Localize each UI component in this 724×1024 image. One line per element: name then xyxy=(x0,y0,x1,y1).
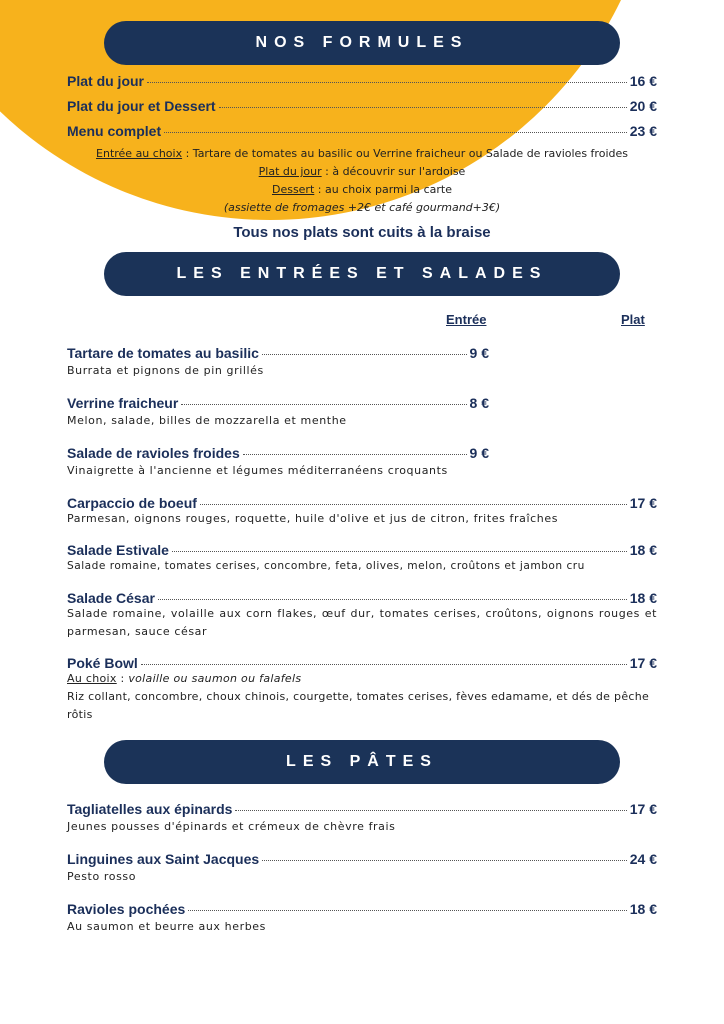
item-description: Riz collant, concombre, choux chinois, courgette, tomates cerises, fèves edamame, et dés de pêche rôtis xyxy=(67,690,650,721)
formule-detail-entree xyxy=(60,147,664,160)
item-description: Vinaigrette à l'ancienne et légumes méditerranéens croquants xyxy=(67,464,448,477)
formule-detail-dessert xyxy=(60,183,664,196)
item-price: 18 € xyxy=(629,542,657,558)
menu-item-ravioles-pochees xyxy=(67,901,657,917)
section-banner-entrees: LES ENTRÉES ET SALADES xyxy=(104,252,620,296)
formule-detail-plat xyxy=(60,165,664,178)
menu-item-ravioles-froides xyxy=(67,445,489,461)
item-name: Plat du jour xyxy=(67,73,144,89)
menu-item-plat-dessert xyxy=(67,98,657,114)
item-price: 20 € xyxy=(629,98,657,114)
item-price: 16 € xyxy=(629,73,657,89)
dot-leader xyxy=(219,107,627,108)
item-price: 17 € xyxy=(629,801,657,817)
dot-leader xyxy=(172,551,627,552)
section-banner-formules: NOS FORMULES xyxy=(104,21,620,65)
detail-label: Plat du jour xyxy=(258,165,322,178)
detail-text: : Tartare de tomates au basilic ou Verrine fraicheur ou Salade de ravioles froides xyxy=(182,147,628,160)
item-description: Jeunes pousses d'épinards et crémeux de chèvre frais xyxy=(67,820,396,833)
item-name: Verrine fraicheur xyxy=(67,395,179,411)
section-banner-pates: LES PÂTES xyxy=(104,740,620,784)
item-price: 8 € xyxy=(469,395,489,411)
dot-leader xyxy=(141,664,627,665)
item-name: Ravioles pochées xyxy=(67,901,186,917)
dot-leader xyxy=(235,810,626,811)
item-price: 24 € xyxy=(629,851,657,867)
dot-leader xyxy=(158,599,627,600)
item-price: 18 € xyxy=(629,590,657,606)
item-description: Au saumon et beurre aux herbes xyxy=(67,920,266,933)
menu-item-menu-complet xyxy=(67,123,657,139)
item-price: 17 € xyxy=(629,495,657,511)
item-description: Burrata et pignons de pin grillés xyxy=(67,364,264,377)
dot-leader xyxy=(262,354,467,355)
column-header-plat: Plat xyxy=(621,312,645,327)
item-description: Pesto rosso xyxy=(67,870,137,883)
item-name: Poké Bowl xyxy=(67,655,138,671)
item-name: Salade César xyxy=(67,590,155,606)
item-choice: Au choix : volaille ou saumon ou falafels xyxy=(67,672,302,685)
item-price: 18 € xyxy=(629,901,657,917)
detail-text: : à découvrir sur l'ardoise xyxy=(321,165,466,178)
item-name: Tagliatelles aux épinards xyxy=(67,801,233,817)
item-name: Linguines aux Saint Jacques xyxy=(67,851,260,867)
menu-item-linguines xyxy=(67,851,657,867)
choice-text: volaille ou saumon ou falafels xyxy=(128,672,302,685)
menu-item-salade-cesar xyxy=(67,590,657,606)
detail-label: Dessert xyxy=(271,183,315,196)
menu-item-verrine xyxy=(67,395,489,411)
dot-leader xyxy=(188,910,626,911)
item-description: Melon, salade, billes de mozzarella et menthe xyxy=(67,414,347,427)
dot-leader xyxy=(243,454,467,455)
item-price: 17 € xyxy=(629,655,657,671)
dot-leader xyxy=(200,504,627,505)
menu-item-tartare xyxy=(67,345,489,361)
menu-item-poke-bowl xyxy=(67,655,657,671)
dot-leader xyxy=(164,132,627,133)
item-price: 23 € xyxy=(629,123,657,139)
item-name: Menu complet xyxy=(67,123,162,139)
item-price: 9 € xyxy=(469,345,489,361)
menu-item-plat-du-jour xyxy=(67,73,657,89)
item-description: Parmesan, oignons rouges, roquette, huile d'olive et jus de citron, frites fraîches xyxy=(67,512,559,525)
tagline: Tous nos plats sont cuits à la braise xyxy=(233,224,491,241)
detail-text: : au choix parmi la carte xyxy=(314,183,453,196)
item-description: Salade romaine, volaille aux corn flakes, œuf dur, tomates cerises, croûtons, oignons rouges et parmesan, sauce césar xyxy=(67,607,657,638)
formule-supplement: (assiette de fromages +2€ et café gourmand+3€) xyxy=(223,201,501,214)
item-name: Plat du jour et Dessert xyxy=(67,98,216,114)
dot-leader xyxy=(147,82,627,83)
item-name: Tartare de tomates au basilic xyxy=(67,345,259,361)
item-name: Carpaccio de boeuf xyxy=(67,495,197,511)
dot-leader xyxy=(181,404,466,405)
choice-label: Au choix xyxy=(67,672,117,685)
dot-leader xyxy=(262,860,627,861)
menu-item-salade-estivale xyxy=(67,542,657,558)
menu-item-tagliatelles xyxy=(67,801,657,817)
column-header-entree: Entrée xyxy=(446,312,487,327)
item-price: 9 € xyxy=(469,445,489,461)
item-name: Salade Estivale xyxy=(67,542,169,558)
item-name: Salade de ravioles froides xyxy=(67,445,240,461)
item-description: Salade romaine, tomates cerises, concombre, feta, olives, melon, croûtons et jambon cru xyxy=(67,560,585,572)
detail-label: Entrée au choix xyxy=(96,147,183,160)
menu-item-carpaccio xyxy=(67,495,657,511)
